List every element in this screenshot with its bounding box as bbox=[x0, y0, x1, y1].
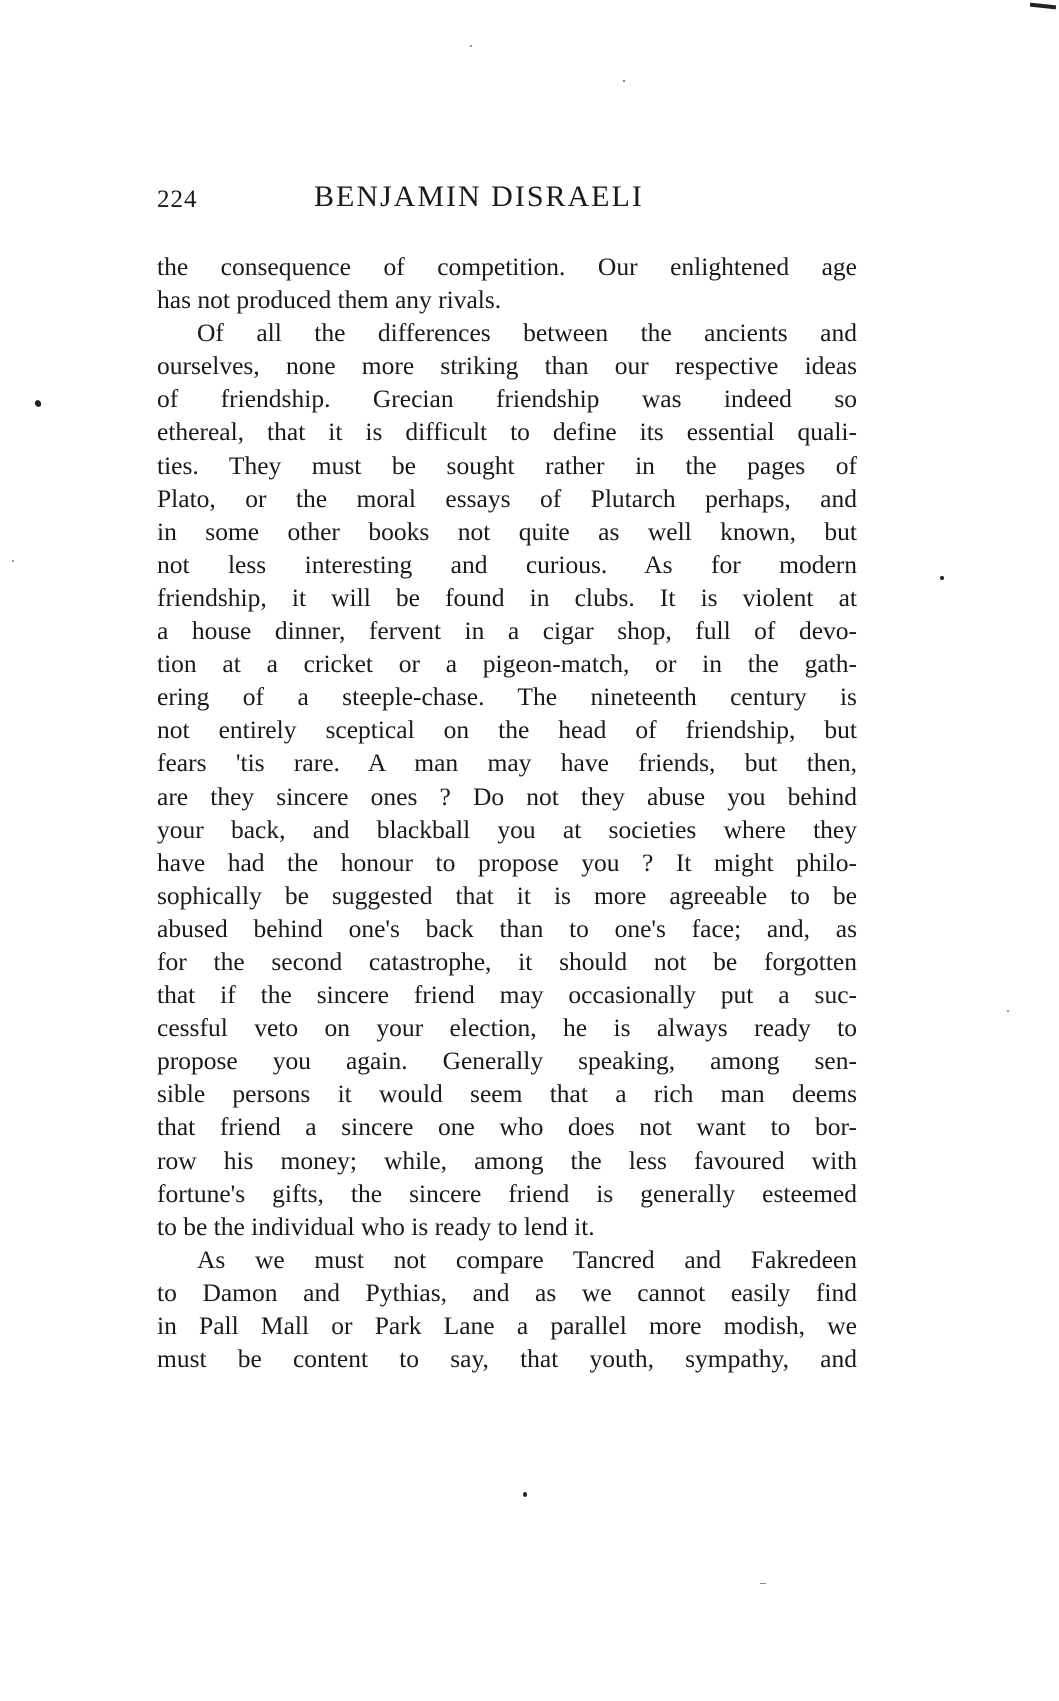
text-line: cessful veto on your election, he is always ready to bbox=[157, 1013, 857, 1043]
text-line: tion at a cricket or a pigeon-match, or in the gath- bbox=[157, 649, 857, 679]
text-line: row his money; while, among the less favoured with bbox=[157, 1145, 857, 1175]
text-line: has not produced them any rivals. bbox=[157, 285, 502, 315]
text-line: not less interesting and curious. As for modern bbox=[157, 549, 857, 579]
paragraph-start-line: Of all the differences between the ancients and bbox=[197, 318, 857, 348]
running-title: BENJAMIN DISRAELI bbox=[314, 180, 644, 213]
text-line: have had the honour to propose you ? It might philo- bbox=[157, 847, 857, 877]
body-text bbox=[157, 250, 857, 1375]
scan-speck bbox=[470, 45, 472, 47]
text-line: in Pall Mall or Park Lane a parallel more modish, we bbox=[157, 1311, 857, 1340]
text-line: that if the sincere friend may occasionally put a suc- bbox=[157, 980, 857, 1010]
text-line: not entirely sceptical on the head of friendship, but bbox=[157, 715, 857, 745]
text-line: propose you again. Generally speaking, among sen- bbox=[157, 1046, 857, 1076]
text-line: to Damon and Pythias, and as we cannot easily find bbox=[157, 1277, 857, 1307]
text-line: the consequence of competition. Our enlightened age bbox=[157, 252, 857, 281]
running-head bbox=[157, 180, 857, 220]
text-line: of friendship. Grecian friendship was indeed so bbox=[157, 384, 857, 414]
text-line: fortune's gifts, the sincere friend is generally esteemed bbox=[157, 1178, 857, 1208]
scan-speck bbox=[34, 399, 43, 408]
scan-speck bbox=[1007, 1010, 1009, 1012]
text-line: in some other books not quite as well known, but bbox=[157, 516, 857, 546]
text-line: for the second catastrophe, it should not be forgotten bbox=[157, 946, 857, 976]
text-line: ties. They must be sought rather in the pages of bbox=[157, 450, 857, 480]
text-line: must be content to say, that youth, sympathy, and bbox=[157, 1344, 857, 1374]
text-line: ourselves, none more striking than our respective ideas bbox=[157, 351, 857, 381]
scan-speck bbox=[1030, 3, 1056, 10]
page-number: 224 bbox=[157, 186, 198, 213]
text-line: that friend a sincere one who does not want to bor- bbox=[157, 1112, 857, 1142]
text-line: to be the individual who is ready to lend it. bbox=[157, 1211, 595, 1241]
text-line: friendship, it will be found in clubs. It is violent at bbox=[157, 582, 857, 612]
scan-speck bbox=[12, 560, 14, 562]
text-line: ering of a steeple-chase. The nineteenth century is bbox=[157, 682, 857, 712]
scan-speck bbox=[940, 576, 944, 580]
scan-speck bbox=[623, 80, 625, 82]
text-line: your back, and blackball you at societies where they bbox=[157, 814, 857, 844]
text-line: a house dinner, fervent in a cigar shop, full of devo- bbox=[157, 616, 857, 646]
scan-speck bbox=[523, 1492, 527, 1497]
text-line: are they sincere ones ? Do not they abuse you behind bbox=[157, 781, 857, 811]
text-line: sophically be suggested that it is more agreeable to be bbox=[157, 880, 857, 910]
text-line: Plato, or the moral essays of Plutarch perhaps, and bbox=[157, 483, 857, 513]
text-line: fears 'tis rare. A man may have friends, but then, bbox=[157, 748, 857, 778]
scan-speck bbox=[760, 1583, 766, 1584]
text-line: sible persons it would seem that a rich man deems bbox=[157, 1079, 857, 1109]
text-line: abused behind one's back than to one's face; and, as bbox=[157, 913, 857, 943]
paragraph-start-line: As we must not compare Tancred and Fakredeen bbox=[197, 1244, 857, 1274]
text-line: ethereal, that it is difficult to define its essential quali- bbox=[157, 417, 857, 447]
